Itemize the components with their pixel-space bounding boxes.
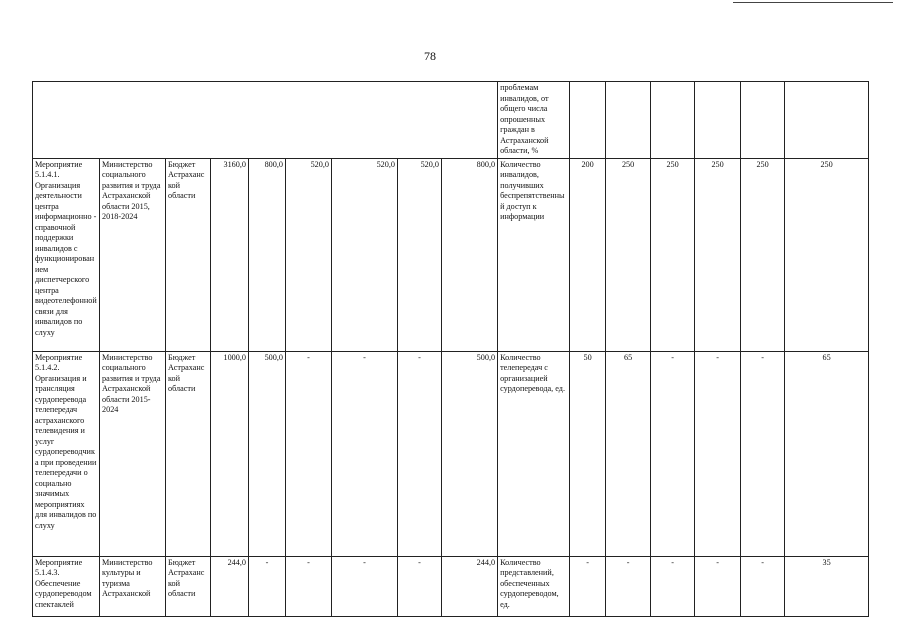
year-value-cell: 520,0 — [398, 158, 442, 351]
target-value-cell: - — [741, 351, 785, 556]
empty-cell — [651, 82, 695, 159]
year-value-cell: - — [332, 556, 398, 616]
year-value-cell: 244,0 — [442, 556, 498, 616]
page-number: 78 — [424, 49, 436, 63]
year-value-cell: 500,0 — [442, 351, 498, 556]
target-value-cell: 250 — [651, 158, 695, 351]
table-row — [33, 158, 869, 351]
source-cell: Бюджет Астраханской области — [166, 556, 211, 616]
executor-cell: Министерство социального развития и труда Астраханской области 2015-2024 — [100, 351, 166, 556]
executor-cell: Министерство культуры и туризма Астраханской — [100, 556, 166, 616]
year-value-cell: 500,0 — [249, 351, 286, 556]
source-cell: Бюджет Астраханской области — [166, 351, 211, 556]
empty-cell — [33, 82, 498, 159]
target-value-cell: - — [570, 556, 606, 616]
year-value-cell: - — [286, 556, 332, 616]
year-value-cell: - — [398, 556, 442, 616]
target-value-cell: 250 — [695, 158, 741, 351]
year-value-cell: - — [398, 351, 442, 556]
year-value-cell: - — [286, 351, 332, 556]
target-value-cell: - — [651, 556, 695, 616]
table-row — [33, 82, 869, 159]
table-row — [33, 556, 869, 616]
total-cell: 244,0 — [211, 556, 249, 616]
empty-cell — [570, 82, 606, 159]
table-row — [33, 351, 869, 556]
event-cell: Мероприятие 5.1.4.1. Организация деятельности центра информационно - справочной поддержки инвалидов с функционированием диспетчерского центра видеотелефонной связи для инвалидов по слуху — [33, 158, 100, 351]
year-value-cell: 520,0 — [286, 158, 332, 351]
event-cell: Мероприятие 5.1.4.2. Организация и трансляция сурдоперевода телепередач астраханского телевидения и услуг сурдопереводчика при проведении телепередачи о социально значимых мероприятиях для инвалидов по слуху — [33, 351, 100, 556]
program-table — [32, 81, 869, 617]
source-cell: Бюджет Астраханской области — [166, 158, 211, 351]
executor-cell: Министерство социального развития и труда Астраханской области 2015, 2018-2024 — [100, 158, 166, 351]
indicator-cell: Количество телепередач с организацией сурдоперевода, ед. — [498, 351, 570, 556]
target-value-cell: 250 — [741, 158, 785, 351]
target-value-cell: - — [606, 556, 651, 616]
year-value-cell: 800,0 — [442, 158, 498, 351]
target-value-cell: 50 — [570, 351, 606, 556]
target-value-cell: 250 — [785, 158, 869, 351]
indicator-cell: Количество инвалидов, получивших беспрепятственный доступ к информации — [498, 158, 570, 351]
indicator-cell: проблемам инвалидов, от общего числа опрошенных граждан в Астраханской области, % — [498, 82, 570, 159]
target-value-cell: 35 — [785, 556, 869, 616]
empty-cell — [695, 82, 741, 159]
header-rule — [733, 2, 893, 3]
total-cell: 1000,0 — [211, 351, 249, 556]
empty-cell — [785, 82, 869, 159]
event-cell: Мероприятие 5.1.4.3. Обеспечение сурдопереводом спектаклей — [33, 556, 100, 616]
year-value-cell: - — [249, 556, 286, 616]
indicator-cell: Количество представлений, обеспеченных сурдопереводом, ед. — [498, 556, 570, 616]
year-value-cell: 800,0 — [249, 158, 286, 351]
empty-cell — [606, 82, 651, 159]
target-value-cell: - — [651, 351, 695, 556]
target-value-cell: 65 — [606, 351, 651, 556]
target-value-cell: - — [741, 556, 785, 616]
target-value-cell: 65 — [785, 351, 869, 556]
target-value-cell: - — [695, 351, 741, 556]
year-value-cell: - — [332, 351, 398, 556]
target-value-cell: - — [695, 556, 741, 616]
empty-cell — [741, 82, 785, 159]
year-value-cell: 520,0 — [332, 158, 398, 351]
target-value-cell: 250 — [606, 158, 651, 351]
total-cell: 3160,0 — [211, 158, 249, 351]
target-value-cell: 200 — [570, 158, 606, 351]
